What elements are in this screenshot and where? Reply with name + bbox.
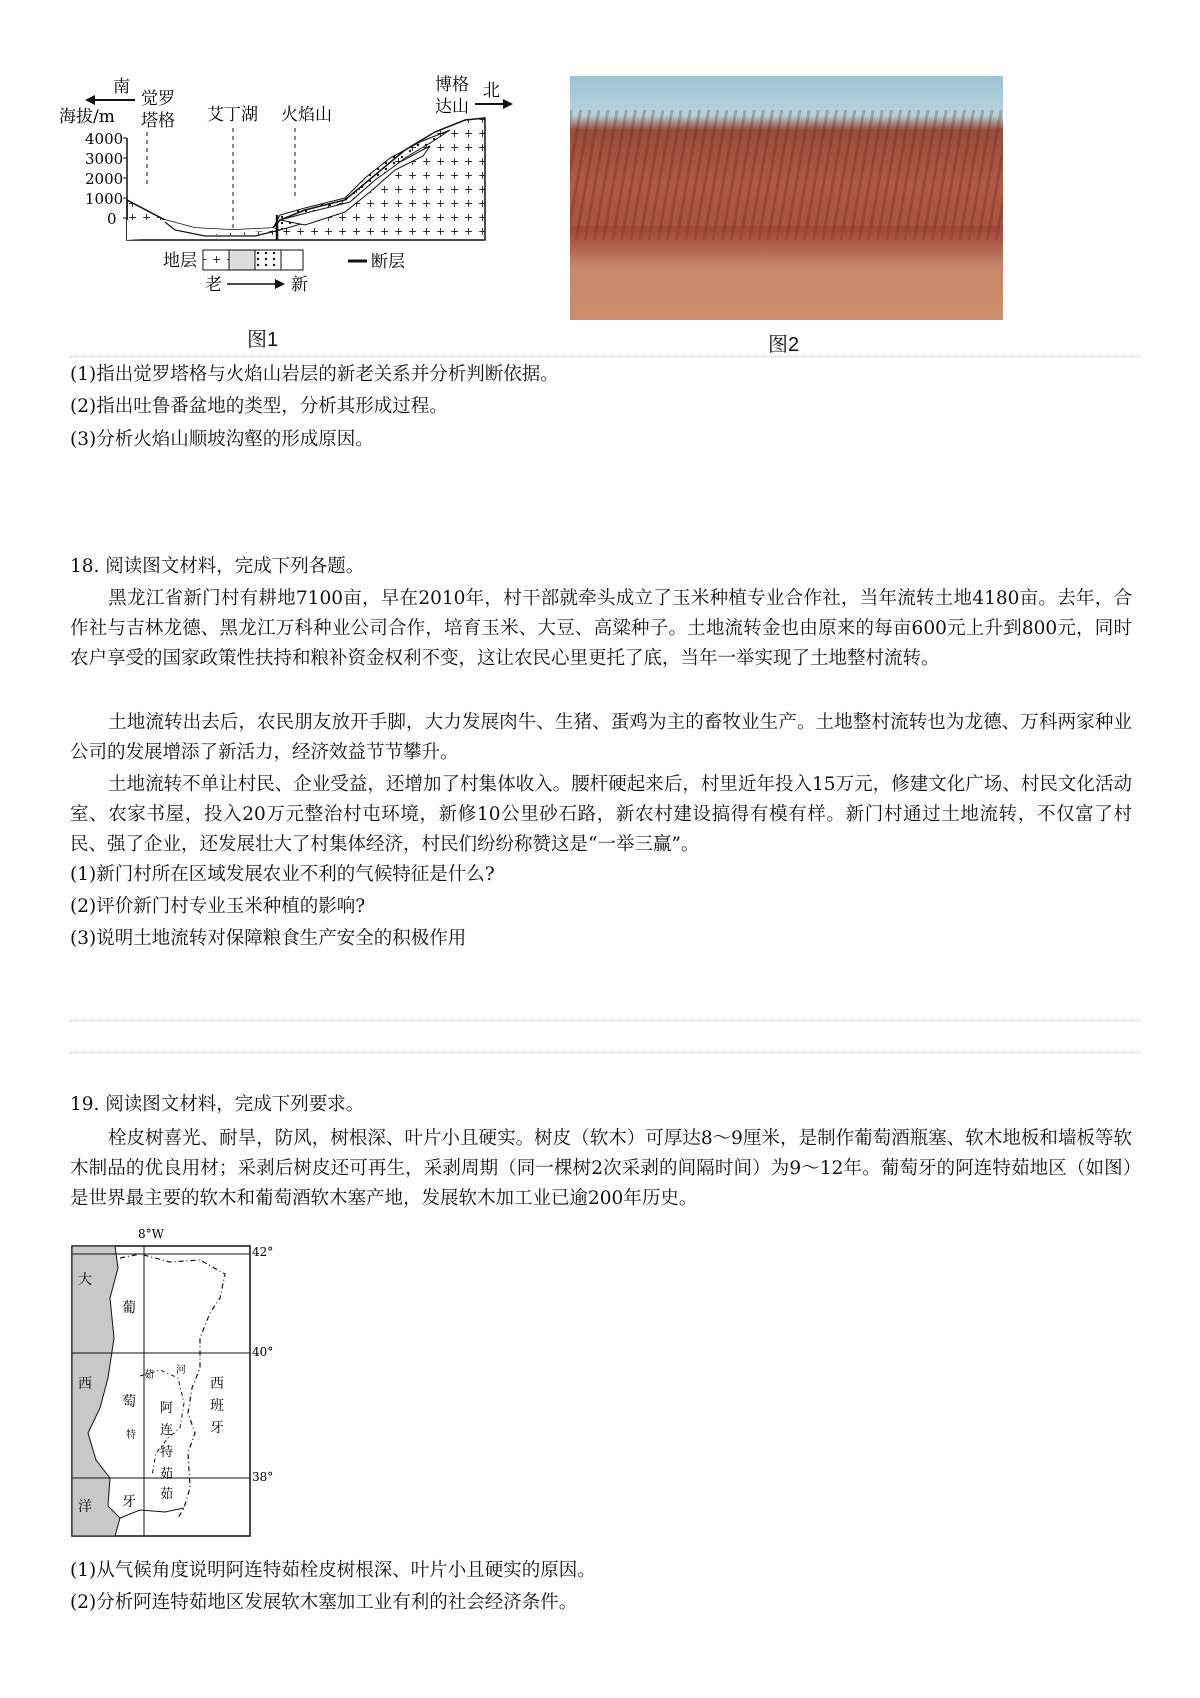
tick-4000: 4000 <box>85 130 124 148</box>
q18-paragraph-2: 土地流转出去后，农民朋友放开手脚，大力发展肉牛、生猪、蛋鸡为主的畜牧业生产。土地整村流转也为龙德、万科两家种业公司的发展增添了新活力，经济效益节节攀升。 <box>70 712 1132 763</box>
alentejo-label-3: 特 <box>160 1445 174 1460</box>
spain-label-1: 西 <box>210 1376 224 1392</box>
portugal-label-2: 萄 <box>122 1394 136 1410</box>
portugal-label-1: 葡 <box>122 1300 136 1316</box>
ocean-label-1: 大 <box>78 1272 92 1288</box>
juelotage-label-1: 觉罗 <box>141 89 175 109</box>
tick-2000: 2000 <box>85 170 124 188</box>
alentejo-label-2: 连 <box>160 1423 174 1438</box>
q18-question-2: (2)评价新门村专业玉米种植的影响? <box>70 896 366 917</box>
q19-heading: 19. 阅读图文材料，完成下列要求。 <box>70 1094 365 1115</box>
te-label: 特 <box>126 1430 136 1441</box>
longitude-label: 8°W <box>138 1228 164 1241</box>
divider <box>70 356 1140 357</box>
figure-1-caption: 图1 <box>247 329 279 351</box>
q18-paragraph-1: 黑龙江省新门村有耕地7100亩，早在2010年，村干部就牵头成立了玉米种植专业合作社，当年流转土地4180亩。去年，合作社与吉林龙德、黑龙江万科种业公司合作，培育玉米、大豆、高粱种子。土地流转金也由原来的每亩600元上升到800元，同时农户享受的国家政策性扶持和粮补资金权利不变，这让农民心里更托了底，当年一举实现了土地整村流转。 <box>70 588 1132 669</box>
old-label: 老 <box>205 275 222 295</box>
latitude-42: 42° <box>252 1245 274 1259</box>
south-label: 南 <box>113 77 130 97</box>
north-label: 北 <box>483 81 500 101</box>
river-label-1: 茹 <box>144 1370 154 1381</box>
alentejo-map <box>60 1228 280 1548</box>
strata-legend-label: 地层 <box>163 251 197 271</box>
ocean-label-2: 西 <box>78 1376 92 1392</box>
spain-label-2: 班 <box>210 1398 224 1414</box>
q18-question-1: (1)新门村所在区域发展农业不利的气候特征是什么? <box>70 864 495 885</box>
tick-1000: 1000 <box>85 190 124 208</box>
q19-question-1: (1)从气候角度说明阿连特茹栓皮树根深、叶片小且硬实的原因。 <box>70 1560 596 1581</box>
flaming-mountains-photo <box>570 76 1003 320</box>
tick-0: 0 <box>107 210 117 228</box>
elevation-axis-label: 海拔/m <box>59 107 115 127</box>
bogda-label-2: 达山 <box>435 97 469 117</box>
portugal-label-3: 牙 <box>122 1494 136 1510</box>
divider <box>70 1020 1140 1021</box>
alentejo-label-4: 茹 <box>160 1467 174 1482</box>
aiding-lake-label: 艾丁湖 <box>207 105 258 125</box>
latitude-38: 38° <box>252 1470 274 1484</box>
q17-question-3: (3)分析火焰山顺坡沟壑的形成原因。 <box>70 429 374 450</box>
q17-question-1: (1)指出觉罗塔格与火焰山岩层的新老关系并分析判断依据。 <box>70 364 559 385</box>
new-label: 新 <box>291 275 308 295</box>
spain-label-3: 牙 <box>210 1420 224 1436</box>
alentejo-label-1: 阿 <box>160 1401 174 1416</box>
q18-heading: 18. 阅读图文材料，完成下列各题。 <box>70 556 365 577</box>
figure-2-caption: 图2 <box>768 334 800 356</box>
bogda-label-1: 博格 <box>435 75 469 95</box>
latitude-40: 40° <box>252 1345 274 1359</box>
tick-3000: 3000 <box>85 150 124 168</box>
ocean-label-3: 洋 <box>78 1499 92 1515</box>
huoyan-mountain-label: 火焰山 <box>281 105 332 125</box>
fault-legend-label: 断层 <box>371 252 405 272</box>
q19-question-2: (2)分析阿连特茹地区发展软木塞加工业有利的社会经济条件。 <box>70 1592 578 1613</box>
q19-paragraph-1: 栓皮树喜光、耐旱，防风，树根深、叶片小且硬实。树皮（软木）可厚达8～9厘米，是制作葡萄酒瓶塞、软木地板和墙板等软木制品的优良用材；采剥后树皮还可再生，采剥周期（同一棵树2次采剥的间隔时间）为9～12年。葡萄牙的阿连特茹地区（如图）是世界最主要的软木和葡萄酒软木塞产地，发展软木加工业已逾200年历史。 <box>70 1128 1132 1209</box>
q17-question-2: (2)指出吐鲁番盆地的类型，分析其形成过程。 <box>70 396 448 417</box>
juelotage-label-2: 塔格 <box>141 111 175 131</box>
divider <box>70 1052 1140 1053</box>
river-label-2: 河 <box>176 1365 186 1376</box>
q18-paragraph-3: 土地流转不单让村民、企业受益，还增加了村集体收入。腰杆硬起来后，村里近年投入15万元，修建文化广场、村民文化活动室、农家书屋，投入20万元整治村屯环境，新修10公里砂石路，新农村建设搞得有模有样。新门村通过土地流转，不仅富了村民、强了企业，还发展壮大了村集体经济，村民们纷纷称赞这是“一举三赢”。 <box>70 774 1132 855</box>
q18-question-3: (3)说明土地流转对保障粮食生产安全的积极作用 <box>70 928 467 949</box>
figure-1-cross-section <box>55 70 555 350</box>
ru-label: 茹 <box>160 1487 174 1502</box>
